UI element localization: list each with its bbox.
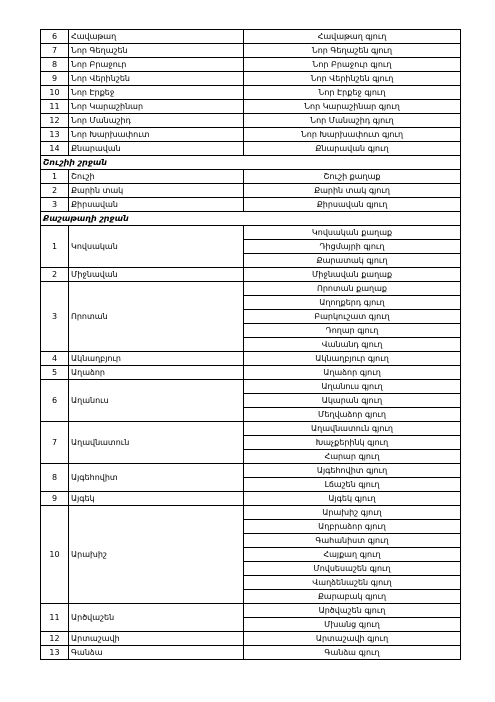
row-number: 8 bbox=[41, 464, 69, 492]
table-row bbox=[41, 44, 461, 58]
section-title: Շուշիի շրջան bbox=[41, 156, 461, 170]
table-row bbox=[41, 198, 461, 212]
table-row bbox=[41, 422, 461, 436]
row-number: 1 bbox=[41, 170, 69, 184]
table-row bbox=[41, 380, 461, 394]
table-row bbox=[41, 632, 461, 646]
row-number: 13 bbox=[41, 646, 69, 660]
settlement-name: Աղբրաձոր գյուղ bbox=[244, 520, 461, 534]
community-name: Արծվաշեն bbox=[69, 604, 244, 632]
table-row bbox=[41, 268, 461, 282]
settlement-name: Նոր Վերինշեն գյուղ bbox=[244, 72, 461, 86]
community-name: Արտաշավի bbox=[69, 632, 244, 646]
settlement-name: Արծվաշեն գյուղ bbox=[244, 604, 461, 618]
community-name: Նոր Մանաշիդ bbox=[69, 114, 244, 128]
section-header-row bbox=[41, 212, 461, 226]
row-number: 5 bbox=[41, 366, 69, 380]
community-name: Այգեկ bbox=[69, 492, 244, 506]
community-name: Նոր Բրաջուր bbox=[69, 58, 244, 72]
settlement-name: Լճաշեն գյուղ bbox=[244, 478, 461, 492]
community-name: Կովսական bbox=[69, 226, 244, 268]
community-name: Քիրսավան bbox=[69, 198, 244, 212]
table-row bbox=[41, 170, 461, 184]
community-name: Քարին տակ bbox=[69, 184, 244, 198]
settlement-name: Գահանիստ գյուղ bbox=[244, 534, 461, 548]
settlement-name: Վանանդ գյուղ bbox=[244, 338, 461, 352]
table-row bbox=[41, 30, 461, 44]
community-name: Գանձա bbox=[69, 646, 244, 660]
table-body bbox=[41, 30, 461, 660]
settlement-name: Որոտան քաղաք bbox=[244, 282, 461, 296]
table-row bbox=[41, 114, 461, 128]
settlement-name: Դողար գյուղ bbox=[244, 324, 461, 338]
row-number: 2 bbox=[41, 184, 69, 198]
settlement-name: Այգեկ գյուղ bbox=[244, 492, 461, 506]
table-row bbox=[41, 226, 461, 240]
row-number: 6 bbox=[41, 380, 69, 422]
row-number: 3 bbox=[41, 282, 69, 352]
table-row bbox=[41, 366, 461, 380]
table-row bbox=[41, 464, 461, 478]
section-title: Քաշաթաղի շրջան bbox=[41, 212, 461, 226]
settlement-name: Գանձա գյուղ bbox=[244, 646, 461, 660]
table-row bbox=[41, 128, 461, 142]
row-number: 12 bbox=[41, 632, 69, 646]
settlement-name: Քարին տակ գյուղ bbox=[244, 184, 461, 198]
settlement-name: Բարկուշատ գյուղ bbox=[244, 310, 461, 324]
community-name: Նոր Էրքեջ bbox=[69, 86, 244, 100]
community-name: Քնարավան bbox=[69, 142, 244, 156]
row-number: 14 bbox=[41, 142, 69, 156]
row-number: 7 bbox=[41, 422, 69, 464]
community-name: Այգեհովիտ bbox=[69, 464, 244, 492]
settlement-name: Միջնավան քաղաք bbox=[244, 268, 461, 282]
settlement-name: Հավաթաղ գյուղ bbox=[244, 30, 461, 44]
settlement-name: Վաղձենաշեն գյուղ bbox=[244, 576, 461, 590]
settlement-name: Քնարավան գյուղ bbox=[244, 142, 461, 156]
settlement-name: Հայքաղ գյուղ bbox=[244, 548, 461, 562]
community-name: Արախիշ bbox=[69, 506, 244, 604]
settlement-name: Արախիշ գյուղ bbox=[244, 506, 461, 520]
settlement-name: Հարար գյուղ bbox=[244, 450, 461, 464]
settlement-name: Դիցմայրի գյուղ bbox=[244, 240, 461, 254]
settlement-name: Մովսեսաշեն գյուղ bbox=[244, 562, 461, 576]
table-row bbox=[41, 646, 461, 660]
settlement-name: Նոր Բրաջուր գյուղ bbox=[244, 58, 461, 72]
row-number: 7 bbox=[41, 44, 69, 58]
table-row bbox=[41, 352, 461, 366]
settlement-name: Մեղվաձոր գյուղ bbox=[244, 408, 461, 422]
community-name: Աղաձոր bbox=[69, 366, 244, 380]
settlement-name: Աղանուս գյուղ bbox=[244, 380, 461, 394]
table-row bbox=[41, 72, 461, 86]
settlement-name: Աղողքերդ գյուղ bbox=[244, 296, 461, 310]
row-number: 2 bbox=[41, 268, 69, 282]
row-number: 9 bbox=[41, 72, 69, 86]
row-number: 10 bbox=[41, 506, 69, 604]
settlements-table bbox=[40, 29, 461, 660]
community-name: Հավաթաղ bbox=[69, 30, 244, 44]
row-number: 10 bbox=[41, 86, 69, 100]
settlement-name: Քիրսավան գյուղ bbox=[244, 198, 461, 212]
table-row bbox=[41, 142, 461, 156]
settlement-name: Ակարան գյուղ bbox=[244, 394, 461, 408]
settlement-name: Նոր Էրքեջ գյուղ bbox=[244, 86, 461, 100]
row-number: 1 bbox=[41, 226, 69, 268]
community-name: Աղանուս bbox=[69, 380, 244, 422]
community-name: Միջնավան bbox=[69, 268, 244, 282]
table-row bbox=[41, 86, 461, 100]
community-name: Աղավնատուն bbox=[69, 422, 244, 464]
settlement-name: Մխանց գյուղ bbox=[244, 618, 461, 632]
community-name: Նոր Կարաշինար bbox=[69, 100, 244, 114]
community-name: Նոր Խարխափուտ bbox=[69, 128, 244, 142]
row-number: 12 bbox=[41, 114, 69, 128]
table-row bbox=[41, 184, 461, 198]
row-number: 9 bbox=[41, 492, 69, 506]
row-number: 3 bbox=[41, 198, 69, 212]
community-name: Շուշի bbox=[69, 170, 244, 184]
settlement-name: Ակնաղբյուր գյուղ bbox=[244, 352, 461, 366]
settlement-name: Նոր Գեղաշեն գյուղ bbox=[244, 44, 461, 58]
settlement-name: Աղավնատուն գյուղ bbox=[244, 422, 461, 436]
section-header-row bbox=[41, 156, 461, 170]
settlement-name: Այգեհովիտ գյուղ bbox=[244, 464, 461, 478]
community-name: Նոր Վերինշեն bbox=[69, 72, 244, 86]
settlement-name: Քարաբակ գյուղ bbox=[244, 590, 461, 604]
row-number: 11 bbox=[41, 604, 69, 632]
table-row bbox=[41, 604, 461, 618]
table-row bbox=[41, 100, 461, 114]
settlement-name: Նոր Խարխափուտ գյուղ bbox=[244, 128, 461, 142]
table-row bbox=[41, 58, 461, 72]
settlement-name: Նոր Կարաշինար գյուղ bbox=[244, 100, 461, 114]
settlement-name: Շուշի քաղաք bbox=[244, 170, 461, 184]
row-number: 8 bbox=[41, 58, 69, 72]
row-number: 6 bbox=[41, 30, 69, 44]
row-number: 4 bbox=[41, 352, 69, 366]
settlement-name: Արտաշավի գյուղ bbox=[244, 632, 461, 646]
settlement-name: Քարատակ գյուղ bbox=[244, 254, 461, 268]
settlement-name: Նոր Մանաշիդ գյուղ bbox=[244, 114, 461, 128]
row-number: 11 bbox=[41, 100, 69, 114]
settlement-name: Խաչքերինկ գյուղ bbox=[244, 436, 461, 450]
table-row bbox=[41, 282, 461, 296]
settlement-name: Կովսական քաղաք bbox=[244, 226, 461, 240]
community-name: Նոր Գեղաշեն bbox=[69, 44, 244, 58]
row-number: 13 bbox=[41, 128, 69, 142]
community-name: Որոտան bbox=[69, 282, 244, 352]
community-name: Ակնաղբյուր bbox=[69, 352, 244, 366]
table-row bbox=[41, 506, 461, 520]
table-row bbox=[41, 492, 461, 506]
settlement-name: Աղաձոր գյուղ bbox=[244, 366, 461, 380]
